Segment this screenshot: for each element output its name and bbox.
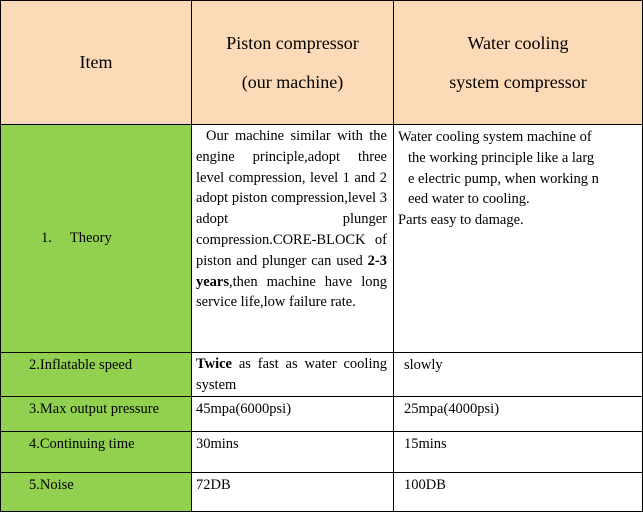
header-piston-line1: Piston compressor <box>226 32 359 53</box>
water-theory-line4: eed water to cooling. <box>408 191 530 208</box>
water-speed-cell: slowly <box>394 353 643 397</box>
row-label-noise: 5.Noise <box>1 472 192 511</box>
piston-theory-bold: 2-3 years <box>196 252 387 290</box>
water-theory-cell <box>394 125 643 353</box>
row-label-time: 4.Continuing time <box>1 431 192 472</box>
table-row <box>1 396 643 431</box>
row-label-text: Theory <box>69 230 112 246</box>
row-label-speed: 2.Inflatable speed <box>1 353 192 397</box>
water-theory-line5: Parts easy to damage. <box>398 212 524 229</box>
row-label-theory <box>1 125 192 353</box>
piston-theory-part2: ,then machine have long service life,low failure rate. <box>196 273 387 311</box>
row-number: 1. <box>41 230 52 246</box>
water-time-cell: 15mins <box>394 431 643 472</box>
row-label-pressure: 3.Max output pressure <box>1 396 192 431</box>
water-theory-line1: Water cooling system machine of <box>398 129 592 145</box>
header-water <box>394 1 643 125</box>
table-row <box>1 353 643 397</box>
header-piston-line2: (our machine) <box>241 71 344 92</box>
piston-theory-cell <box>192 125 394 353</box>
piston-speed-cell <box>192 353 394 397</box>
table-row <box>1 431 643 472</box>
piston-time-cell: 30mins <box>192 431 394 472</box>
piston-theory-part1: Our machine similar with the engine principle,adopt three level compression, level 1 and 2 adopt piston compression,level 3 adopt plunger compression.CORE-BLOCK of piston and plunger can used <box>196 128 387 269</box>
piston-noise-cell: 72DB <box>192 472 394 511</box>
header-water-line2: system compressor <box>449 71 587 92</box>
water-theory-line3: e electric pump, when working n <box>408 170 599 187</box>
table-row <box>1 472 643 511</box>
table-row <box>1 125 643 353</box>
piston-speed-rest: as fast as water cooling system <box>196 356 387 393</box>
piston-pressure-cell: 45mpa(6000psi) <box>192 396 394 431</box>
header-water-line1: Water cooling <box>467 32 569 53</box>
water-theory-line2: the working principle like a larg <box>408 149 595 166</box>
header-row <box>1 1 643 125</box>
water-noise-cell: 100DB <box>394 472 643 511</box>
header-item-label: Item <box>79 52 113 72</box>
header-piston <box>192 1 394 125</box>
water-pressure-cell: 25mpa(4000psi) <box>394 396 643 431</box>
piston-theory-text <box>196 126 387 313</box>
piston-speed-bold: Twice <box>196 356 232 372</box>
piston-speed-text <box>196 354 387 396</box>
header-item <box>1 1 192 125</box>
